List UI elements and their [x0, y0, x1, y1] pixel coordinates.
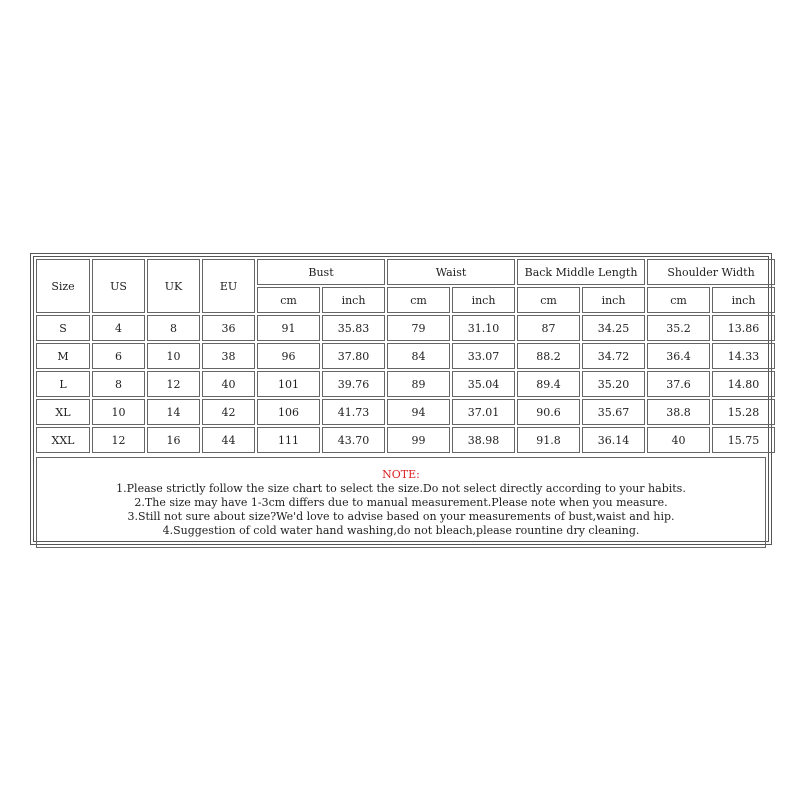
cell-eu: 42 — [202, 399, 255, 425]
cell-uk: 16 — [147, 427, 200, 453]
cell-shoulder-inch: 15.28 — [712, 399, 775, 425]
cell-us: 8 — [92, 371, 145, 397]
cell-waist-cm: 84 — [387, 343, 450, 369]
table-row — [36, 399, 775, 425]
cell-waist-cm: 94 — [387, 399, 450, 425]
note-line-2: 2.The size may have 1-3cm differs due to manual measurement.Please note when you measure. — [134, 496, 668, 509]
cell-bust-inch: 37.80 — [322, 343, 385, 369]
cell-back-inch: 36.14 — [582, 427, 645, 453]
cell-us: 12 — [92, 427, 145, 453]
cell-shoulder-cm: 37.6 — [647, 371, 710, 397]
table-row — [36, 427, 775, 453]
cell-shoulder-cm: 40 — [647, 427, 710, 453]
size-chart — [30, 253, 772, 545]
cell-back-cm: 89.4 — [517, 371, 580, 397]
cell-eu: 40 — [202, 371, 255, 397]
cell-size: S — [36, 315, 90, 341]
header-size: Size — [36, 259, 90, 313]
header-shoulder-width: Shoulder Width — [647, 259, 775, 285]
cell-back-cm: 90.6 — [517, 399, 580, 425]
cell-bust-inch: 41.73 — [322, 399, 385, 425]
cell-back-cm: 88.2 — [517, 343, 580, 369]
table-row — [36, 343, 775, 369]
note-title: NOTE: — [382, 468, 420, 481]
note-line-1: 1.Please strictly follow the size chart to select the size.Do not select directly according to your habits. — [116, 482, 686, 495]
note-line-3: 3.Still not sure about size?We'd love to advise based on your measurements of bust,waist and hip. — [127, 510, 675, 523]
cell-waist-inch: 35.04 — [452, 371, 515, 397]
table-row — [36, 371, 775, 397]
unit-inch: inch — [452, 287, 515, 313]
cell-shoulder-cm: 36.4 — [647, 343, 710, 369]
cell-bust-inch: 39.76 — [322, 371, 385, 397]
cell-bust-cm: 101 — [257, 371, 320, 397]
size-chart-inner — [33, 256, 769, 542]
cell-shoulder-cm: 38.8 — [647, 399, 710, 425]
cell-back-inch: 34.72 — [582, 343, 645, 369]
cell-waist-inch: 31.10 — [452, 315, 515, 341]
header-back-middle-length: Back Middle Length — [517, 259, 645, 285]
header-eu: EU — [202, 259, 255, 313]
cell-waist-inch: 38.98 — [452, 427, 515, 453]
cell-uk: 10 — [147, 343, 200, 369]
cell-us: 10 — [92, 399, 145, 425]
cell-back-inch: 35.20 — [582, 371, 645, 397]
cell-eu: 44 — [202, 427, 255, 453]
cell-us: 6 — [92, 343, 145, 369]
cell-shoulder-inch: 14.33 — [712, 343, 775, 369]
unit-cm: cm — [387, 287, 450, 313]
cell-bust-inch: 43.70 — [322, 427, 385, 453]
cell-eu: 36 — [202, 315, 255, 341]
cell-waist-cm: 79 — [387, 315, 450, 341]
header-uk: UK — [147, 259, 200, 313]
cell-bust-inch: 35.83 — [322, 315, 385, 341]
cell-shoulder-inch: 13.86 — [712, 315, 775, 341]
cell-shoulder-inch: 14.80 — [712, 371, 775, 397]
cell-bust-cm: 111 — [257, 427, 320, 453]
cell-waist-inch: 33.07 — [452, 343, 515, 369]
unit-inch: inch — [582, 287, 645, 313]
cell-us: 4 — [92, 315, 145, 341]
cell-uk: 14 — [147, 399, 200, 425]
cell-shoulder-cm: 35.2 — [647, 315, 710, 341]
header-row-top — [36, 259, 775, 285]
table-row — [36, 315, 775, 341]
cell-bust-cm: 106 — [257, 399, 320, 425]
size-table — [34, 257, 777, 455]
cell-bust-cm: 96 — [257, 343, 320, 369]
cell-size: M — [36, 343, 90, 369]
cell-back-inch: 34.25 — [582, 315, 645, 341]
cell-size: L — [36, 371, 90, 397]
cell-back-inch: 35.67 — [582, 399, 645, 425]
cell-size: XL — [36, 399, 90, 425]
note-line-4: 4.Suggestion of cold water hand washing,do not bleach,please rountine dry cleaning. — [162, 524, 640, 537]
notes-box — [36, 457, 766, 548]
cell-bust-cm: 91 — [257, 315, 320, 341]
header-bust: Bust — [257, 259, 385, 285]
header-us: US — [92, 259, 145, 313]
cell-uk: 8 — [147, 315, 200, 341]
cell-uk: 12 — [147, 371, 200, 397]
unit-cm: cm — [647, 287, 710, 313]
cell-eu: 38 — [202, 343, 255, 369]
cell-waist-cm: 99 — [387, 427, 450, 453]
unit-inch: inch — [712, 287, 775, 313]
unit-inch: inch — [322, 287, 385, 313]
cell-back-cm: 91.8 — [517, 427, 580, 453]
header-waist: Waist — [387, 259, 515, 285]
cell-shoulder-inch: 15.75 — [712, 427, 775, 453]
cell-waist-inch: 37.01 — [452, 399, 515, 425]
unit-cm: cm — [257, 287, 320, 313]
cell-size: XXL — [36, 427, 90, 453]
cell-back-cm: 87 — [517, 315, 580, 341]
unit-cm: cm — [517, 287, 580, 313]
cell-waist-cm: 89 — [387, 371, 450, 397]
